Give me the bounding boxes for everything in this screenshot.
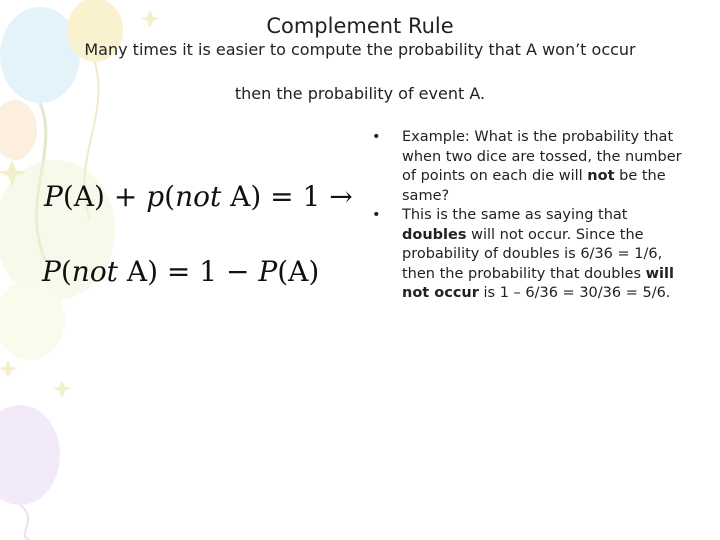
bullet-item bbox=[370, 206, 690, 304]
balloon-shape bbox=[0, 405, 60, 505]
bullet-text bbox=[402, 206, 690, 304]
formula-token: (A) bbox=[277, 255, 320, 288]
formula-token: P bbox=[258, 255, 278, 288]
bullet-text bbox=[402, 128, 690, 206]
balloon-shape bbox=[0, 100, 37, 160]
formula-token: A bbox=[117, 255, 148, 288]
sparkle-shape bbox=[0, 360, 18, 378]
formula-complement-sum bbox=[44, 180, 353, 213]
formula-complement-rule bbox=[42, 255, 319, 288]
text-run: Example: What is the probability that when two dice are tossed, the number of points on each die will bbox=[402, 129, 682, 184]
formula-token: = 1 − bbox=[158, 255, 259, 288]
text-run: This is the same as saying that bbox=[402, 207, 628, 223]
intro-text-line2: then the probability of event A. bbox=[234, 84, 486, 103]
formula-token: ) bbox=[147, 255, 158, 288]
formula-token: (A) bbox=[62, 180, 105, 213]
bullet-list bbox=[370, 128, 690, 304]
formula-token: P bbox=[42, 255, 61, 288]
text-run-bold: not bbox=[587, 168, 615, 184]
bullet-icon: • bbox=[372, 207, 381, 223]
arrow-icon: → bbox=[329, 180, 353, 213]
formula-token: + bbox=[104, 180, 147, 213]
text-run-bold: will not occur bbox=[402, 265, 674, 301]
formula-token: not bbox=[71, 255, 118, 288]
slide-title: Complement Rule bbox=[266, 14, 454, 38]
sparkle-shape bbox=[52, 380, 72, 398]
formula-token: ) bbox=[250, 180, 262, 213]
bullet-item bbox=[370, 128, 690, 206]
text-run: is 1 – 6/36 = 30/36 = 5/6. bbox=[478, 285, 671, 301]
formula-token: ( bbox=[164, 180, 176, 213]
intro-text-line1: Many times it is easier to compute the probability that A won’t occur bbox=[84, 40, 636, 59]
formula-token: = 1 bbox=[261, 180, 330, 213]
text-run: be the same? bbox=[402, 168, 666, 204]
text-run-bold: doubles bbox=[402, 226, 467, 243]
formula-token: ( bbox=[60, 255, 72, 288]
formula-token: p bbox=[146, 180, 165, 213]
formula-token: P bbox=[44, 180, 63, 213]
bullet-icon: • bbox=[372, 129, 381, 145]
formula-token: not bbox=[175, 180, 222, 213]
formula-token: A bbox=[221, 180, 251, 213]
text-run: will not occur. Since the probability of doubles is 6/36 = 1/6, then the probability that doubles bbox=[402, 226, 663, 282]
